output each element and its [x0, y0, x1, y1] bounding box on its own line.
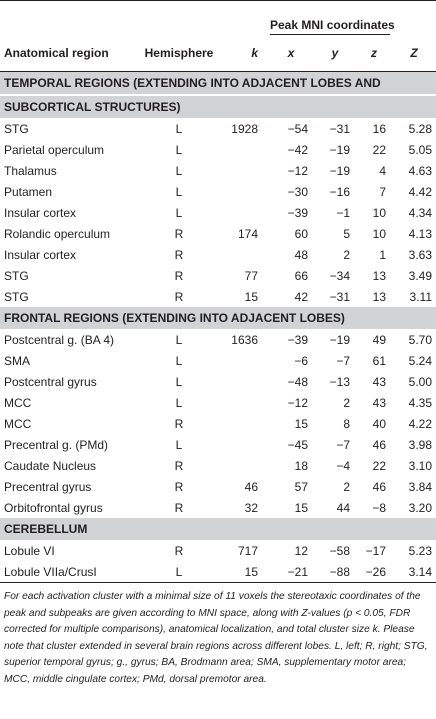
- cell-Z: 4.35: [408, 395, 432, 410]
- cell-region: Putamen: [4, 184, 53, 199]
- cell-k: [218, 455, 268, 476]
- cell-x: −30: [287, 184, 308, 199]
- cell-z: 43: [372, 395, 386, 410]
- cell-region: Parietal operculum: [4, 142, 105, 157]
- cell-x: 12: [294, 543, 308, 558]
- cell-k: [218, 371, 268, 392]
- cell-hemisphere: R: [174, 500, 184, 515]
- cell-region: Caudate Nucleus: [4, 458, 97, 473]
- cell-x: −45: [287, 437, 308, 452]
- cell-region: Insular cortex: [4, 247, 77, 262]
- col-header-x: x: [268, 35, 314, 72]
- cell-x: 60: [294, 226, 308, 241]
- cell-k: [218, 181, 268, 202]
- cell-hemisphere: L: [175, 205, 183, 220]
- cell-hemisphere: L: [175, 332, 183, 347]
- cell-hemisphere: R: [174, 268, 184, 283]
- cell-k: 717: [237, 543, 258, 558]
- section-title: FRONTAL REGIONS (EXTENDING INTO ADJACENT LOBES): [0, 307, 436, 329]
- cell-z: 46: [372, 437, 386, 452]
- cell-region: Precentral gyrus: [4, 479, 92, 494]
- cell-hemisphere: L: [175, 353, 183, 368]
- cell-y: −31: [329, 289, 350, 304]
- cell-hemisphere: L: [175, 163, 183, 178]
- cell-Z: 5.05: [408, 142, 432, 157]
- cell-Z: 3.20: [408, 500, 432, 515]
- cell-hemisphere: R: [174, 416, 184, 431]
- cell-region: Rolandic operculum: [4, 226, 111, 241]
- table-row: [0, 202, 436, 223]
- cell-x: −6: [294, 353, 308, 368]
- cell-Z: 5.24: [408, 353, 432, 368]
- cell-z: 13: [372, 268, 386, 283]
- cell-z: −17: [365, 543, 386, 558]
- cell-hemisphere: R: [174, 479, 184, 494]
- cell-k: 1928: [231, 121, 258, 136]
- cell-region: Insular cortex: [4, 205, 77, 220]
- section-title: CEREBELLUM: [0, 518, 436, 540]
- cell-y: −19: [329, 163, 350, 178]
- cell-region: STG: [4, 289, 29, 304]
- col-header-y: y: [314, 35, 356, 72]
- cell-hemisphere: R: [174, 226, 184, 241]
- cell-region: Lobule VIIa/CrusI: [0, 561, 140, 583]
- cell-x: −48: [287, 374, 308, 389]
- col-header-k: k: [218, 35, 268, 72]
- cell-region: Postcentral gyrus: [4, 374, 97, 389]
- peak-coordinates-header: Peak MNI coordinates: [268, 1, 392, 36]
- table-row: [0, 392, 436, 413]
- cell-k: 46: [244, 479, 258, 494]
- cell-y: −13: [329, 374, 350, 389]
- cell-region: Postcentral g. (BA 4): [4, 332, 115, 347]
- cell-Z: 4.42: [408, 184, 432, 199]
- cell-Z: 4.63: [408, 163, 432, 178]
- cell-k: [218, 160, 268, 181]
- table-body: [0, 72, 436, 583]
- cell-k: [218, 202, 268, 223]
- col-header-hemisphere: Hemisphere: [140, 35, 218, 72]
- cell-z: 22: [372, 458, 386, 473]
- cell-k: [218, 139, 268, 160]
- cell-hemisphere: R: [174, 543, 184, 558]
- cell-x: 42: [294, 289, 308, 304]
- cell-k: 174: [237, 226, 258, 241]
- cell-x: −12: [287, 395, 308, 410]
- cell-y: −7: [336, 353, 350, 368]
- section-header: [0, 518, 436, 540]
- cell-z: 10: [372, 205, 386, 220]
- cell-region: STG: [4, 121, 29, 136]
- cell-y: 2: [343, 247, 350, 262]
- cell-z: 1: [379, 247, 386, 262]
- cell-region: Precentral g. (PMd): [4, 437, 109, 452]
- cell-hemisphere: R: [174, 458, 184, 473]
- cell-z: 46: [372, 479, 386, 494]
- cell-x: 15: [294, 416, 308, 431]
- section-title: SUBCORTICAL STRUCTURES): [0, 95, 436, 118]
- cell-hemisphere: L: [175, 121, 183, 136]
- cell-Z: 4.13: [408, 226, 432, 241]
- table-row: [0, 160, 436, 181]
- cell-Z: 5.00: [408, 374, 432, 389]
- cell-z: 16: [372, 121, 386, 136]
- cell-z: 10: [372, 226, 386, 241]
- cell-hemisphere: L: [175, 142, 183, 157]
- col-header-region: Anatomical region: [0, 35, 140, 72]
- cell-x: 15: [294, 500, 308, 515]
- cell-Z: 3.11: [409, 289, 432, 304]
- cell-region: STG: [4, 268, 29, 283]
- cell-Z: 3.98: [408, 437, 432, 452]
- cell-k: 15: [218, 561, 268, 583]
- cell-region: Orbitofrontal gyrus: [4, 500, 103, 515]
- table-row: [0, 265, 436, 286]
- cell-region: MCC: [4, 416, 32, 431]
- cell-Z: 3.49: [408, 268, 432, 283]
- cell-z: 22: [372, 142, 386, 157]
- cell-Z: 3.84: [408, 479, 432, 494]
- header-row-top: [0, 1, 436, 36]
- table-row: [0, 223, 436, 244]
- cell-Z: 3.14: [392, 561, 436, 583]
- cell-k: [218, 392, 268, 413]
- cell-k: 15: [244, 289, 258, 304]
- col-header-z: z: [356, 35, 392, 72]
- cell-y: −16: [329, 184, 350, 199]
- section-title: TEMPORAL REGIONS (EXTENDING INTO ADJACENT LOBES AND: [0, 72, 436, 96]
- cell-z: 49: [372, 332, 386, 347]
- cell-x: −39: [287, 332, 308, 347]
- cell-z: 13: [372, 289, 386, 304]
- cell-k: 1636: [231, 332, 258, 347]
- cell-y: 2: [343, 479, 350, 494]
- cell-k: [218, 244, 268, 265]
- cell-hemisphere: L: [175, 374, 183, 389]
- cell-z: 40: [372, 416, 386, 431]
- cell-region: MCC: [4, 395, 32, 410]
- table-row: [0, 329, 436, 350]
- cell-y: −88: [314, 561, 356, 583]
- cell-region: Lobule VI: [4, 543, 55, 558]
- cell-y: −31: [329, 121, 350, 136]
- cell-hemisphere: L: [175, 395, 183, 410]
- cell-z: −26: [356, 561, 392, 583]
- cell-x: 57: [294, 479, 308, 494]
- cell-x: 48: [294, 247, 308, 262]
- cell-z: 43: [372, 374, 386, 389]
- cell-region: SMA: [4, 353, 31, 368]
- cell-hemisphere: L: [140, 561, 218, 583]
- cell-x: 18: [294, 458, 308, 473]
- cell-Z: 5.23: [408, 543, 432, 558]
- cell-y: 44: [336, 500, 350, 515]
- cell-y: −1: [336, 205, 350, 220]
- cell-z: 61: [372, 353, 386, 368]
- cell-z: 4: [379, 163, 386, 178]
- cell-Z: 4.22: [408, 416, 432, 431]
- table-row: [0, 455, 436, 476]
- section-header: [0, 72, 436, 96]
- cell-hemisphere: R: [174, 289, 184, 304]
- table-row: [0, 434, 436, 455]
- cell-x: −42: [287, 142, 308, 157]
- cell-y: −19: [329, 142, 350, 157]
- section-header: [0, 95, 436, 118]
- table-row: [0, 244, 436, 265]
- cell-y: −7: [336, 437, 350, 452]
- cell-x: 66: [294, 268, 308, 283]
- cell-hemisphere: L: [175, 437, 183, 452]
- cell-y: −19: [329, 332, 350, 347]
- cell-region: Thalamus: [4, 163, 57, 178]
- column-header-row: [0, 35, 436, 72]
- cell-Z: 3.10: [408, 458, 432, 473]
- cell-Z: 3.63: [408, 247, 432, 262]
- cell-k: 77: [244, 268, 258, 283]
- cell-y: 2: [343, 395, 350, 410]
- cell-x: −54: [287, 121, 308, 136]
- cell-y: 5: [343, 226, 350, 241]
- cell-k: [218, 413, 268, 434]
- table-row: [0, 371, 436, 392]
- cell-y: −4: [336, 458, 350, 473]
- table-row: [0, 181, 436, 202]
- cell-z: −8: [372, 500, 386, 515]
- table-row: [0, 118, 436, 139]
- table-row: [0, 561, 436, 583]
- cell-y: 8: [343, 416, 350, 431]
- table-row: [0, 350, 436, 371]
- cell-hemisphere: L: [175, 184, 183, 199]
- cell-k: [218, 350, 268, 371]
- cell-z: 7: [379, 184, 386, 199]
- table-row: [0, 476, 436, 497]
- cell-x: −39: [287, 205, 308, 220]
- cell-Z: 5.28: [408, 121, 432, 136]
- cell-y: −34: [329, 268, 350, 283]
- table-row: [0, 139, 436, 160]
- table-caption: For each activation cluster with a minimal size of 11 voxels the stereotaxic coordinates of the peak and subpeaks are given according to MNI space, along with Z-values (p < 0.05, FDR corrected for multiple comparisons), anatomical localization, and total cluster size k. Please note that cluster extended in several brain regions across different lobes. L, left; R, right; STG, superior temporal gyrus; g., gyrus; BA, Brodmann area; SMA, supplementary motor area; MCC, middle cingulate cortex; PMd, dorsal premotor area.: [4, 591, 428, 685]
- table-row: [0, 540, 436, 561]
- table-row: [0, 286, 436, 307]
- cell-k: 32: [244, 500, 258, 515]
- cell-k: [218, 434, 268, 455]
- cell-hemisphere: R: [174, 247, 184, 262]
- col-header-Z: Z: [392, 35, 436, 72]
- cell-x: −21: [268, 561, 314, 583]
- section-header: [0, 307, 436, 329]
- cell-Z: 5.70: [408, 332, 432, 347]
- cell-Z: 4.34: [408, 205, 432, 220]
- cell-x: −12: [287, 163, 308, 178]
- cell-y: −58: [329, 543, 350, 558]
- table-row: [0, 413, 436, 434]
- table-row: [0, 497, 436, 518]
